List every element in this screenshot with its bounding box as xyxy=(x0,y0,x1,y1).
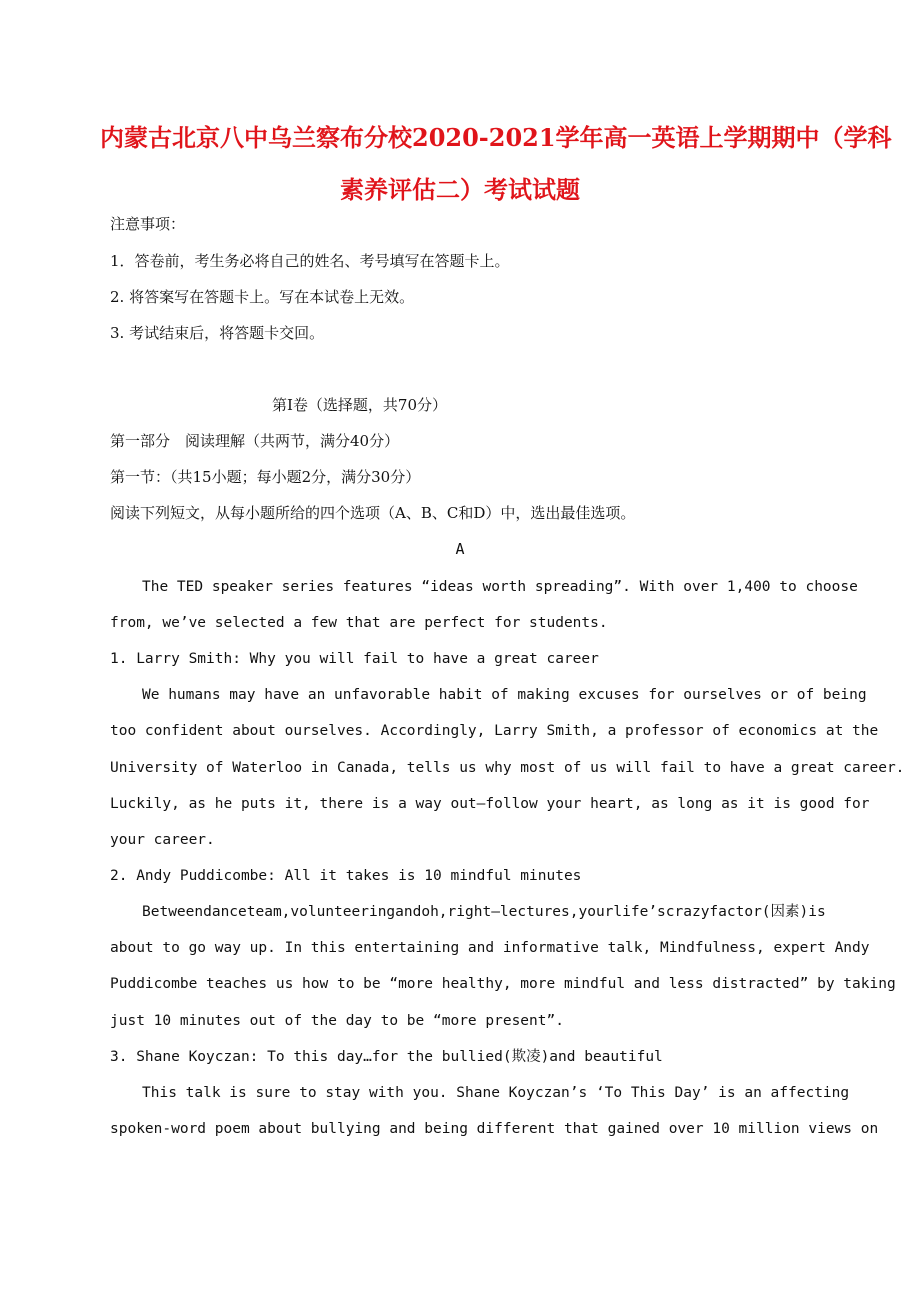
note-item-1: 1．答卷前，考生务必将自己的姓名、考号填写在答题卡上。 xyxy=(110,252,510,270)
note-item-3: 3. 考试结束后，将答题卡交回。 xyxy=(110,324,325,342)
title-line-1: 内蒙古北京八中乌兰察布分校2020-2021学年高一英语上学期期中（学科 xyxy=(100,123,892,152)
item1-line-2: too confident about ourselves. Accordingly, Larry Smith, a professor of economics at the xyxy=(110,723,879,739)
item1-line-1: We humans may have an unfavorable habit of making excuses for ourselves or of being xyxy=(142,687,867,703)
item1-title: 1. Larry Smith: Why you will fail to have a great career xyxy=(110,651,599,667)
item2-line-1: Betweendanceteam,volunteeringandoh,right—lectures,yourlife’scrazyfactor(因素)is xyxy=(142,904,826,920)
item2-line-4: just 10 minutes out of the day to be “more present”. xyxy=(110,1013,564,1029)
item3-line-1: This talk is sure to stay with you. Shane Koyczan’s ‘To This Day’ is an affecting xyxy=(142,1085,850,1101)
passage-label: A xyxy=(455,540,465,558)
note-item-2: 2. 将答案写在答题卡上。写在本试卷上无效。 xyxy=(110,288,415,306)
item1-line-5: your career. xyxy=(110,832,215,848)
item1-line-4: Luckily, as he puts it, there is a way out—follow your heart, as long as it is good for xyxy=(110,796,870,812)
intro-line-2: from, we’ve selected a few that are perfect for students. xyxy=(110,615,608,631)
intro-line-1: The TED speaker series features “ideas worth spreading”. With over 1,400 to choose xyxy=(142,579,858,595)
item3-title: 3. Shane Koyczan: To this day…for the bullied(欺凌)and beautiful xyxy=(110,1049,663,1065)
item2-title: 2. Andy Puddicombe: All it takes is 10 mindful minutes xyxy=(110,868,582,884)
volume-heading: 第Ⅰ卷（选择题，共70分） xyxy=(272,396,448,414)
item3-line-2: spoken-word poem about bullying and being different that gained over 10 million views on xyxy=(110,1121,879,1137)
notes-heading: 注意事项： xyxy=(110,215,186,233)
instruction-text: 阅读下列短文，从每小题所给的四个选项（A、B、C和D）中，选出最佳选项。 xyxy=(110,504,636,522)
part-heading: 第一部分 阅读理解（共两节，满分40分） xyxy=(110,432,400,450)
item2-line-2: about to go way up. In this entertaining and informative talk, Mindfulness, expert Andy xyxy=(110,940,870,956)
subsection-heading: 第一节：（共15小题；每小题2分，满分30分） xyxy=(110,468,421,486)
item1-line-3: University of Waterloo in Canada, tells us why most of us will fail to have a great career. xyxy=(110,760,905,776)
item2-line-3: Puddicombe teaches us how to be “more healthy, more mindful and less distracted” by taking xyxy=(110,976,896,992)
title-line-2: 素养评估二）考试试题 xyxy=(340,175,580,204)
